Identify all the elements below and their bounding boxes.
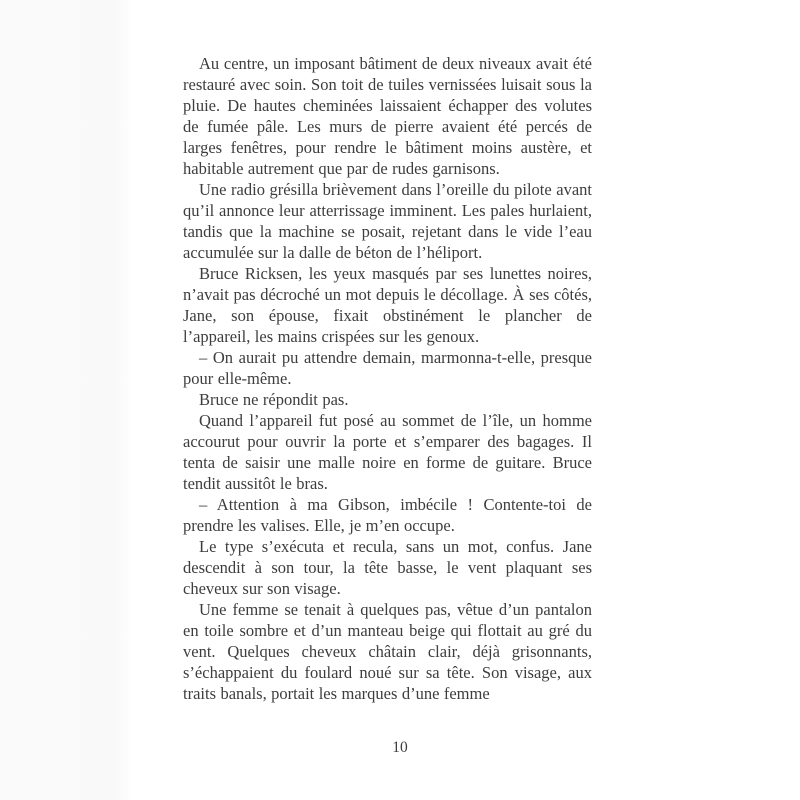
paragraph-porter: Le type s’exécuta et recula, sans un mot, confus. Jane descendit à son tour, la tête basse, le vent plaquant ses cheveux sur son visage.: [183, 537, 592, 598]
paragraph-landing: Quand l’appareil fut posé au sommet de l’île, un homme accourut pour ouvrir la porte et s’emparer des bagages. Il tenta de saisir une malle noire en forme de guitare. Bruce tendit aussitôt le bras.: [183, 411, 592, 493]
text-block: [183, 53, 592, 704]
paragraph-radio: Une radio grésilla brièvement dans l’oreille du pilote avant qu’il annonce leur atterrissage imminent. Les pales hurlaient, tandis que la machine se posait, rejetant dans le vide l’eau accumulée sur la dalle de béton de l’héliport.: [183, 180, 592, 262]
paragraph-dialogue-jane: – On aurait pu attendre demain, marmonna-t-elle, presque pour elle-même.: [183, 348, 592, 388]
paragraph-dialogue-gibson: – Attention à ma Gibson, imbécile ! Contente-toi de prendre les valises. Elle, je m’en occupe.: [183, 495, 592, 535]
page-number: 10: [392, 739, 408, 756]
paragraph-building: Au centre, un imposant bâtiment de deux niveaux avait été restauré avec soin. Son toit de tuiles vernissées luisait sous la pluie. De hautes cheminées laissaient échapper des volutes de fumée pâle. Les murs de pierre avaient été percés de larges fenêtres, pour rendre le bâtiment moins austère, et habitable autrement que par de rudes garnisons.: [183, 54, 592, 178]
paragraph-bruce-jane: Bruce Ricksen, les yeux masqués par ses lunettes noires, n’avait pas décroché un mot depuis le décollage. À ses côtés, Jane, son épouse, fixait obstinément le plancher de l’appareil, les mains crispées sur les genoux.: [183, 264, 592, 346]
page-scan-shading: [0, 0, 134, 800]
paragraph-no-reply: Bruce ne répondit pas.: [199, 390, 349, 409]
paragraph-woman: Une femme se tenait à quelques pas, vêtue d’un pantalon en toile sombre et d’un manteau beige qui flottait au gré du vent. Quelques cheveux châtain clair, déjà grisonnants, s’échappaient du foulard noué sur sa tête. Son visage, aux traits banals, portait les marques d’une femme: [183, 600, 592, 703]
